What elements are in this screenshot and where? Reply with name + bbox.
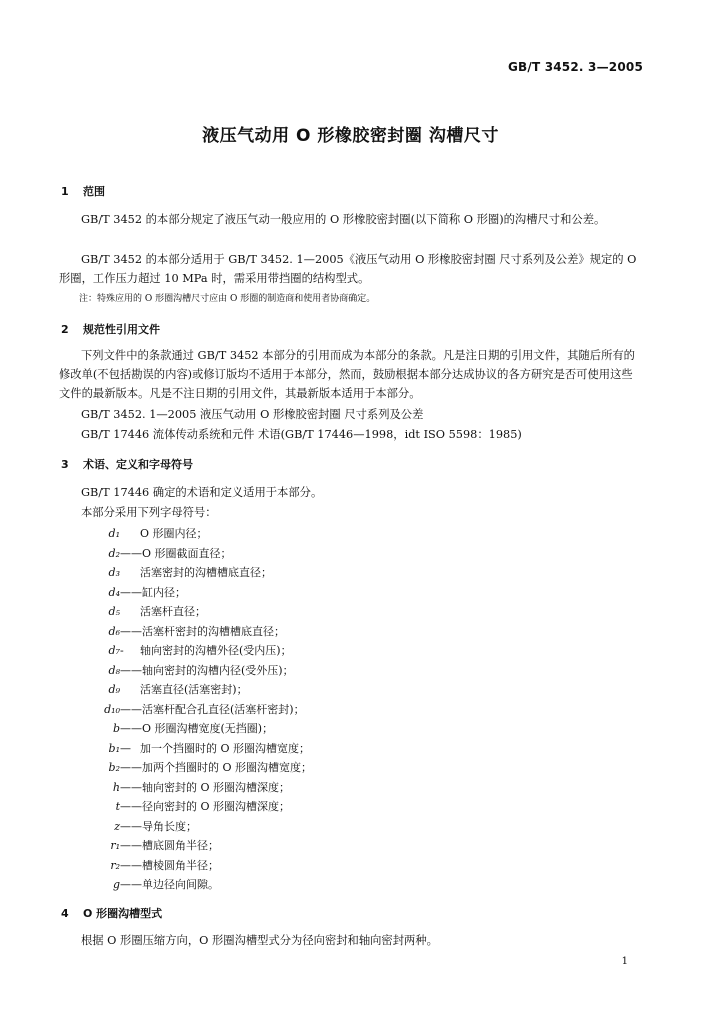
symbol-dash: —— xyxy=(120,663,142,677)
symbol-definition xyxy=(86,681,248,697)
symbol-letter: b₂ xyxy=(108,761,120,774)
section-2-paragraph xyxy=(59,346,643,403)
symbol-description: 槽底圆角半径； xyxy=(142,839,219,852)
symbol-description: 槽棱圆角半径； xyxy=(142,858,219,872)
symbol-letter: d₂ xyxy=(108,546,120,560)
symbol-definition xyxy=(86,857,219,873)
symbol-letter: t xyxy=(115,800,120,813)
symbol-dash: —— xyxy=(120,624,142,638)
normative-reference-2: GB/T 17446 流体传动系统和元件 术语(GB/T 17446—1998，idt ISO 5598：1985) xyxy=(81,428,522,441)
symbol-definition xyxy=(86,623,285,639)
symbol-dash xyxy=(120,566,140,579)
symbol-letter: d₅ xyxy=(108,605,120,618)
symbol-letter: r₂ xyxy=(110,858,120,872)
symbol-description: 轴向密封的沟槽内径(受外压)； xyxy=(142,663,294,677)
symbol-dash: —— xyxy=(120,780,142,794)
symbol-letter: d₃ xyxy=(108,566,120,579)
symbol-letter: h xyxy=(112,780,120,794)
section-title: 术语、定义和字母符号 xyxy=(83,458,193,471)
symbol-description: 轴向密封的 O 形圈沟槽深度； xyxy=(142,780,291,794)
symbol-dash: —— xyxy=(120,878,142,891)
symbol-definition xyxy=(86,759,312,775)
symbol-letter: r₁ xyxy=(110,839,120,852)
symbol-description: O 形圈截面直径； xyxy=(142,546,232,560)
section-number: 2 xyxy=(61,323,69,336)
symbol-description: 活塞杆密封的沟槽槽底直径； xyxy=(142,624,285,638)
symbol-dash: — xyxy=(120,741,131,755)
paragraph-text: 下列文件中的条款通过 GB/T 3452 本部分的引用而成为本部分的条款。凡是注日期的引用文件，其随后所有的修改单(不包括勘误的内容)或修订版均不适用于本部分，然而，鼓励根据本部分达成协议的各方研究是否可使用这些文件的最新版本。凡是不注日期的引用文件，其最新版本适用于本部分。 xyxy=(59,349,635,400)
symbol-description: 活塞直径(活塞密封)； xyxy=(140,683,248,696)
symbol-letter: d₁ xyxy=(108,527,120,540)
section-title: O 形圈沟槽型式 xyxy=(83,907,163,920)
symbol-dash xyxy=(120,683,140,696)
symbol-description: 导角长度； xyxy=(142,819,197,833)
symbol-letter: d₆ xyxy=(108,624,120,638)
section-4-heading xyxy=(61,905,162,921)
symbol-definition xyxy=(86,584,186,600)
section-1-note: 注：特殊应用的 O 形圈沟槽尺寸应由 O 形圈的制造商和使用者协商确定。 xyxy=(79,294,376,304)
symbol-description: 加一个挡圈时的 O 形圈沟槽宽度； xyxy=(140,741,311,755)
symbol-dash: —— xyxy=(120,585,142,599)
section-number: 3 xyxy=(61,458,69,471)
symbol-definition xyxy=(86,798,290,814)
symbol-definition xyxy=(86,876,219,892)
symbol-dash: —— xyxy=(120,800,142,813)
symbol-description: 径向密封的 O 形圈沟槽深度； xyxy=(142,800,291,813)
document-title: 液压气动用 O 形橡胶密封圈 沟槽尺寸 xyxy=(202,126,499,146)
section-3-intro-2: 本部分采用下列字母符号： xyxy=(81,506,217,519)
symbol-definition xyxy=(86,642,292,658)
symbol-dash: —— xyxy=(120,702,142,716)
symbol-dash: —— xyxy=(120,722,142,735)
section-3-heading xyxy=(61,456,193,472)
symbol-dash: - xyxy=(120,644,128,657)
symbol-letter: z xyxy=(114,819,120,833)
symbol-definition xyxy=(86,603,206,619)
paragraph-text: GB/T 3452 的本部分适用于 GB/T 3452. 1—2005《液压气动用 O 形橡胶密封圈 尺寸系列及公差》规定的 O 形圈，工作压力超过 10 MPa 时，需采用带挡圈的结构型式。 xyxy=(59,253,637,285)
symbol-letter: d₁₀ xyxy=(104,702,120,716)
symbol-definition xyxy=(86,662,294,678)
symbol-letter: d₄ xyxy=(108,585,120,599)
symbol-definition xyxy=(86,837,219,853)
symbol-letter: d₇ xyxy=(108,644,120,657)
page-number: 1 xyxy=(621,956,628,967)
section-2-heading xyxy=(61,321,160,337)
symbol-letter: g xyxy=(112,878,120,891)
symbol-description: 单边径向间隙。 xyxy=(142,878,219,891)
symbol-definition xyxy=(86,779,290,795)
section-number: 1 xyxy=(61,185,69,198)
symbol-definition xyxy=(86,818,197,834)
normative-reference-1: GB/T 3452. 1—2005 液压气动用 O 形橡胶密封圈 尺寸系列及公差 xyxy=(81,408,424,421)
symbol-dash xyxy=(120,527,140,540)
symbol-letter: b xyxy=(112,722,120,735)
section-4-paragraph: 根据 O 形圈压缩方向，O 形圈沟槽型式分为径向密封和轴向密封两种。 xyxy=(81,934,438,947)
symbol-description: 活塞密封的沟槽槽底直径； xyxy=(140,566,272,579)
symbol-dash: —— xyxy=(120,839,142,852)
symbol-definition xyxy=(86,740,310,756)
symbol-description: O 形圈沟槽宽度(无挡圈)； xyxy=(142,722,274,735)
symbol-letter: b₁ xyxy=(108,741,120,755)
symbol-dash: —— xyxy=(120,858,142,872)
symbol-description: O 形圈内径； xyxy=(140,527,208,540)
standard-code: GB/T 3452. 3—2005 xyxy=(507,60,643,74)
section-1-paragraph-2 xyxy=(59,250,643,288)
section-3-intro-1: GB/T 17446 确定的术语和定义适用于本部分。 xyxy=(81,486,323,499)
section-title: 规范性引用文件 xyxy=(83,323,160,336)
symbol-dash xyxy=(120,605,140,618)
section-1-paragraph-1 xyxy=(59,210,643,229)
section-title: 范围 xyxy=(83,185,105,198)
symbol-description: 轴向密封的沟槽外径(受内压)； xyxy=(140,644,292,657)
symbol-description: 活塞杆配合孔直径(活塞杆密封)； xyxy=(142,702,305,716)
section-1-heading xyxy=(61,183,105,199)
symbol-description: 活塞杆直径； xyxy=(140,605,206,618)
symbol-definition xyxy=(86,564,272,580)
symbol-description: 缸内径； xyxy=(142,585,186,599)
symbol-dash: —— xyxy=(120,546,142,560)
symbol-dash: —— xyxy=(120,761,142,774)
symbol-definition xyxy=(86,701,305,717)
symbol-definition xyxy=(86,720,273,736)
symbol-letter: d₈ xyxy=(108,663,120,677)
symbol-definition xyxy=(86,545,232,561)
symbol-description: 加两个挡圈时的 O 形圈沟槽宽度； xyxy=(142,761,313,774)
symbol-dash: —— xyxy=(120,819,142,833)
section-number: 4 xyxy=(61,907,69,920)
symbol-letter: d₉ xyxy=(108,683,120,696)
symbol-definition xyxy=(86,525,208,541)
paragraph-text: GB/T 3452 的本部分规定了液压气动一般应用的 O 形橡胶密封圈(以下简称 O 形圈)的沟槽尺寸和公差。 xyxy=(81,213,606,226)
